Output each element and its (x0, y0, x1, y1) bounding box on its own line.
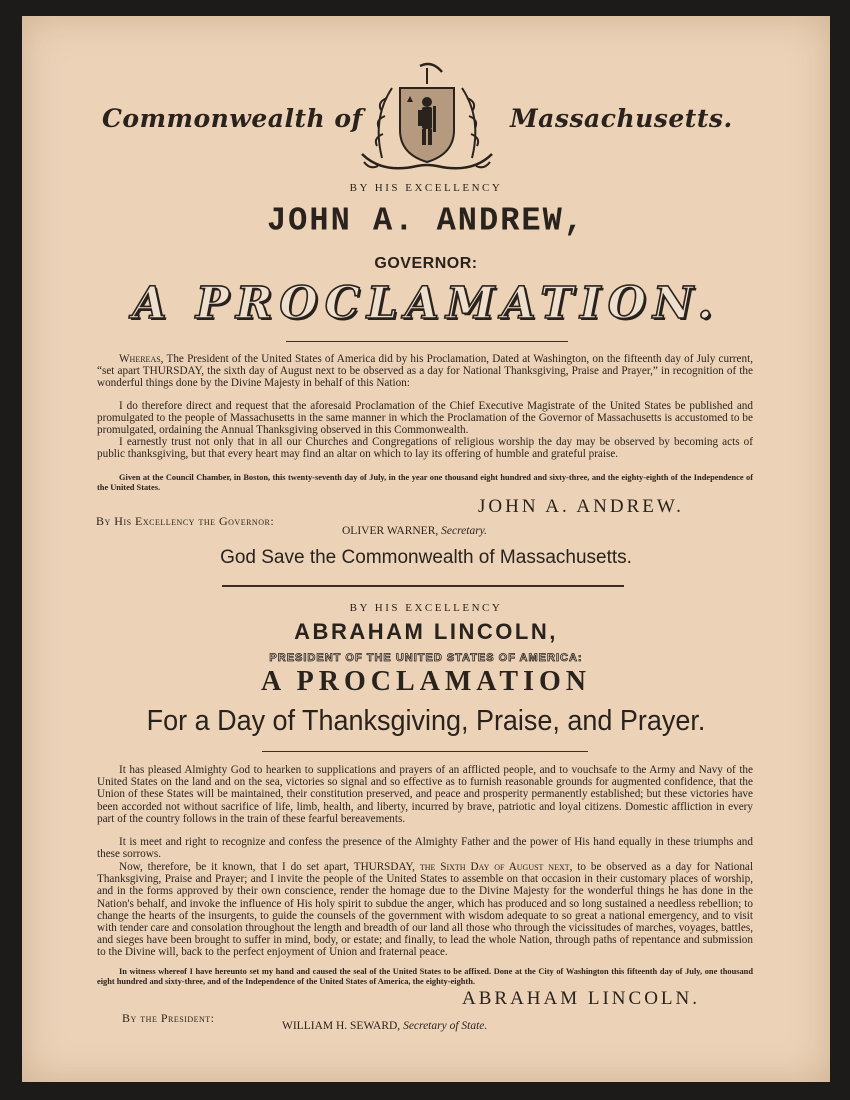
president-name: ABRAHAM LINCOLN, (294, 619, 558, 644)
federal-paragraph-3-caps: the Sixth Day of August next, (419, 861, 573, 873)
federal-secretary-name: WILLIAM H. SEWARD, (282, 1020, 401, 1032)
by-governor-label: By His Excellency the Governor: (96, 514, 275, 528)
federal-paragraph-1: It has pleased Almighty God to hearken to supplications and prayers of an afflicted people, and to vouchsafe to the Army and Navy of the United States on the land and on the sea, victories so signal and so effective as to furnish reasonable grounds for augmented confidence, that the Union of these States will be maintained, their constitution preserved, and peace and prosperity permanently established; but these victories have been accorded not without sacrifice of life, limb, health, and liberty, incurred by brave, patriotic and loyal citizens. Domestic affliction in every part of the country follows in the train of these fearful bereavements. (97, 764, 753, 825)
thanksgiving-subtitle: For a Day of Thanksgiving, Praise, and Prayer. (146, 705, 706, 737)
section-divider (222, 585, 624, 587)
massachusetts-seal-icon (352, 58, 502, 176)
federal-by-excellency: BY HIS EXCELLENCY (349, 602, 503, 614)
divider (262, 751, 588, 752)
mass-secretary-title: Secretary. (441, 525, 488, 537)
god-save-line: God Save the Commonwealth of Massachusetts. (220, 547, 632, 568)
president-title: PRESIDENT OF THE UNITED STATES OF AMERICA: (269, 652, 583, 664)
whereas-lead: Whereas, (119, 353, 164, 365)
federal-paragraph-3 (97, 861, 753, 959)
federal-paragraph-3-b: to be observed as a day for National Thanksgiving, Praise and Prayer; and I invite the people of the United States to assemble on that occasion in their customary places of worship, and in the forms approved by their own conscience, render the homage due to the Divine Majesty for the wonderful things he has done in the Nation's behalf, and invoke the influence of His holy spirit to subdue the anger, which has produced and so long sustained a needless rebellion; to change the hearts of the insurgents, to guide the counsels of the government with wisdom adequate to so great a national emergency, and to visit with tender care and consolation throughout the length and breadth of our land all those who through the vicissitudes of marches, voyages, battles, and sieges have been brought to suffer in mind, body, or estate; and finally, to lead the whole Nation, through paths of repentance and submission to the Divine will, back to the perfect enjoyment of Union and fraternal peace. (97, 861, 754, 959)
federal-secretary-title: Secretary of State. (403, 1020, 488, 1032)
mass-by-excellency: BY HIS EXCELLENCY (349, 182, 503, 194)
federal-paragraph-2: It is meet and right to recognize and confess the presence of the Almighty Father and the power of His hand equally in these triumphs and these sorrows. (97, 836, 753, 861)
federal-proclamation-title: A PROCLAMATION (260, 666, 592, 697)
mass-given-clause: Given at the Council Chamber, in Boston, this twenty-seventh day of July, in the year one thousand eight hundred and sixty-three, and the eighty-eighth of the Independence of the United States. (97, 473, 753, 492)
mass-paragraph-1-text: The President of the United States of America did by his Proclamation, Dated at Washington, on the fifteenth day of July current, “set apart THURSDAY, the sixth day of August next to be observed as a day for National Thanksgiving, Praise and Prayer,” in recognition of the wonderful things done by the Divine Majesty in behalf of this Nation: (97, 353, 753, 390)
mass-secretary-name: OLIVER WARNER, (342, 525, 439, 537)
mass-paragraph-3: I earnestly trust not only that in all our Churches and Congregations of religious worship the day may be observed by becoming acts of public thanksgiving, but that every heart may find an altar on which to lay its offering of humble and grateful praise. (97, 436, 753, 461)
mass-paragraph-1 (97, 353, 753, 390)
divider (286, 341, 568, 342)
mass-proclamation-title: A PROCLAMATION. (132, 278, 720, 329)
witness-clause: In witness whereof I have hereunto set my hand and caused the seal of the United States to be affixed. Done at the City of Washington this fifteenth day of July, one thousand eight hundred and sixty-three, and of the Independence of the United States of America, the eighty-eighth. (97, 967, 753, 986)
federal-secretary (282, 1020, 487, 1032)
mass-paragraph-2: I do therefore direct and request that the aforesaid Proclamation of the Chief Executive Magistrate of the United States be published and promulgated to the people of Massachusetts in the same manner in which the Proclamation of the Governor of Massachusetts is accustomed to be promulgated, ordaining the Annual Thanksgiving observed in this Commonwealth. (97, 400, 753, 437)
mass-secretary (342, 525, 487, 537)
state-name-left: Commonwealth of (102, 104, 363, 133)
state-name-right: Massachusetts. (510, 104, 733, 133)
governor-title: GOVERNOR: (374, 255, 478, 272)
lincoln-signature: ABRAHAM LINCOLN. (462, 988, 700, 1009)
broadside-sheet (22, 16, 830, 1082)
andrew-signature: JOHN A. ANDREW. (478, 496, 684, 517)
by-president-label: By the President: (122, 1011, 215, 1025)
governor-name: JOHN A. ANDREW, (266, 201, 586, 240)
federal-paragraph-3-a: Now, therefore, be it known, that I do set apart, THURSDAY, (119, 861, 420, 873)
